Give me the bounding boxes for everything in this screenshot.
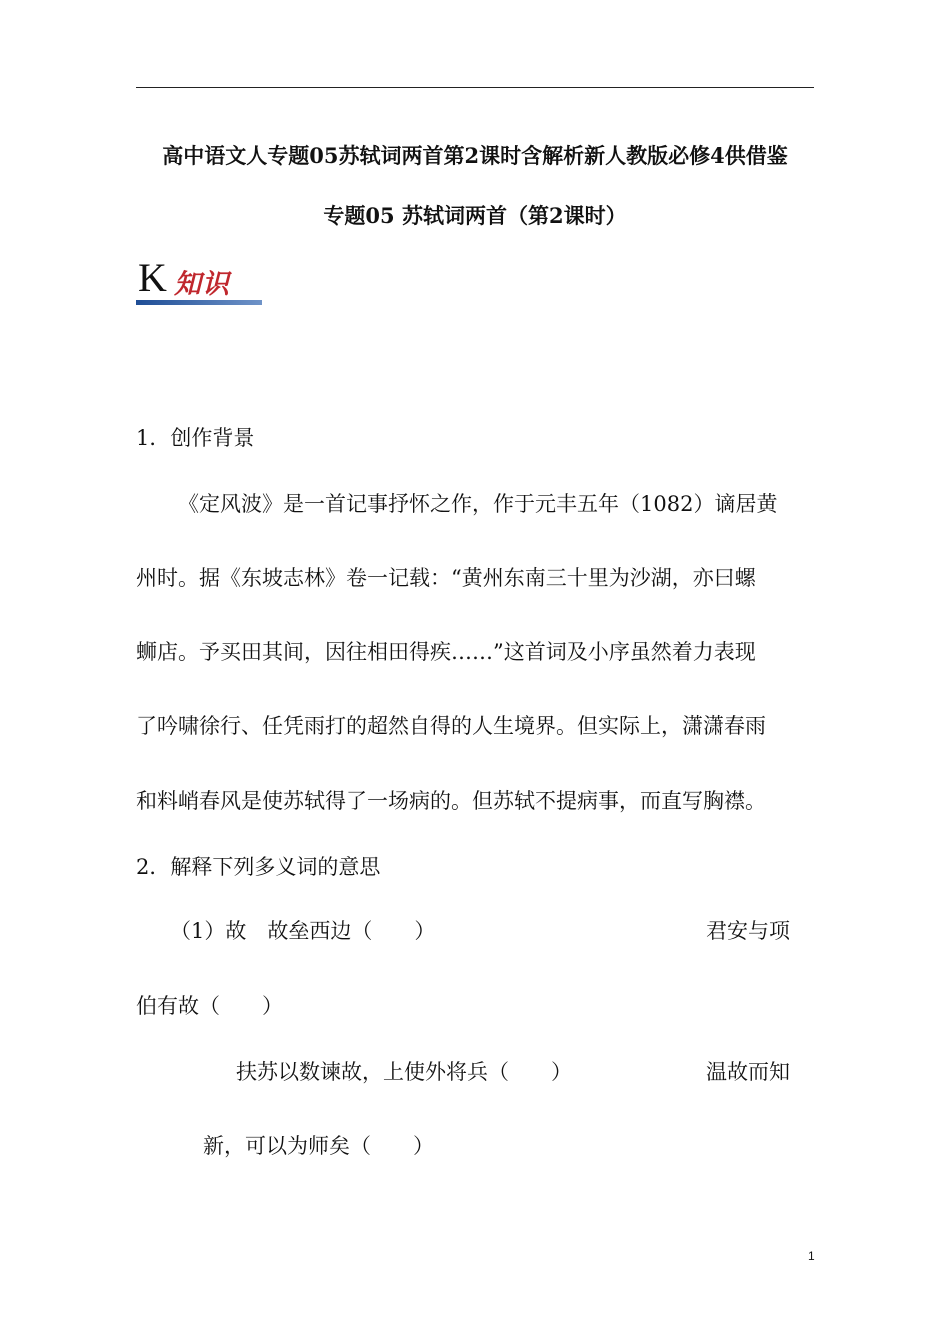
paragraph-line: 和料峭春风是使苏轼得了一场病的。但苏轼不提病事，而直写胸襟。 [136,789,766,813]
logo-underline [136,300,262,305]
question-text: 扶苏以数谏故，上使外将兵（ ） [236,1060,572,1084]
question-text: 新，可以为师矣（ ） [203,1134,434,1158]
paragraph-line: 了吟啸徐行、任凭雨打的超然自得的人生境界。但实际上，潇潇春雨 [136,714,766,738]
paragraph-line: 《定风波》是一首记事抒怀之作，作于元丰五年（1082）谪居黄 [178,492,778,516]
question-text: （1）故 故垒西边（ ） [170,919,436,943]
section-2-heading: 2．解释下列多义词的意思 [136,855,381,879]
page-number: 1 [808,1249,815,1263]
question-text: 温故而知 [706,1060,790,1084]
document-title: 高中语文人专题05苏轼词两首第2课时含解析新人教版必修4供借鉴 [162,143,788,168]
knowledge-logo [136,256,262,308]
document-subtitle: 专题05 苏轼词两首（第2课时） [323,203,627,228]
question-text: 伯有故（ ） [136,994,283,1018]
header-rule [136,87,814,88]
paragraph-line: 蛳店。予买田其间，因往相田得疾……”这首词及小序虽然着力表现 [136,640,756,664]
logo-word: 知识 [174,269,230,300]
section-1-heading: 1．创作背景 [136,426,255,450]
paragraph-line: 州时。据《东坡志林》卷一记载：“黄州东南三十里为沙湖，亦曰螺 [136,566,756,590]
logo-k: K [138,255,167,300]
question-text: 君安与项 [706,919,790,943]
